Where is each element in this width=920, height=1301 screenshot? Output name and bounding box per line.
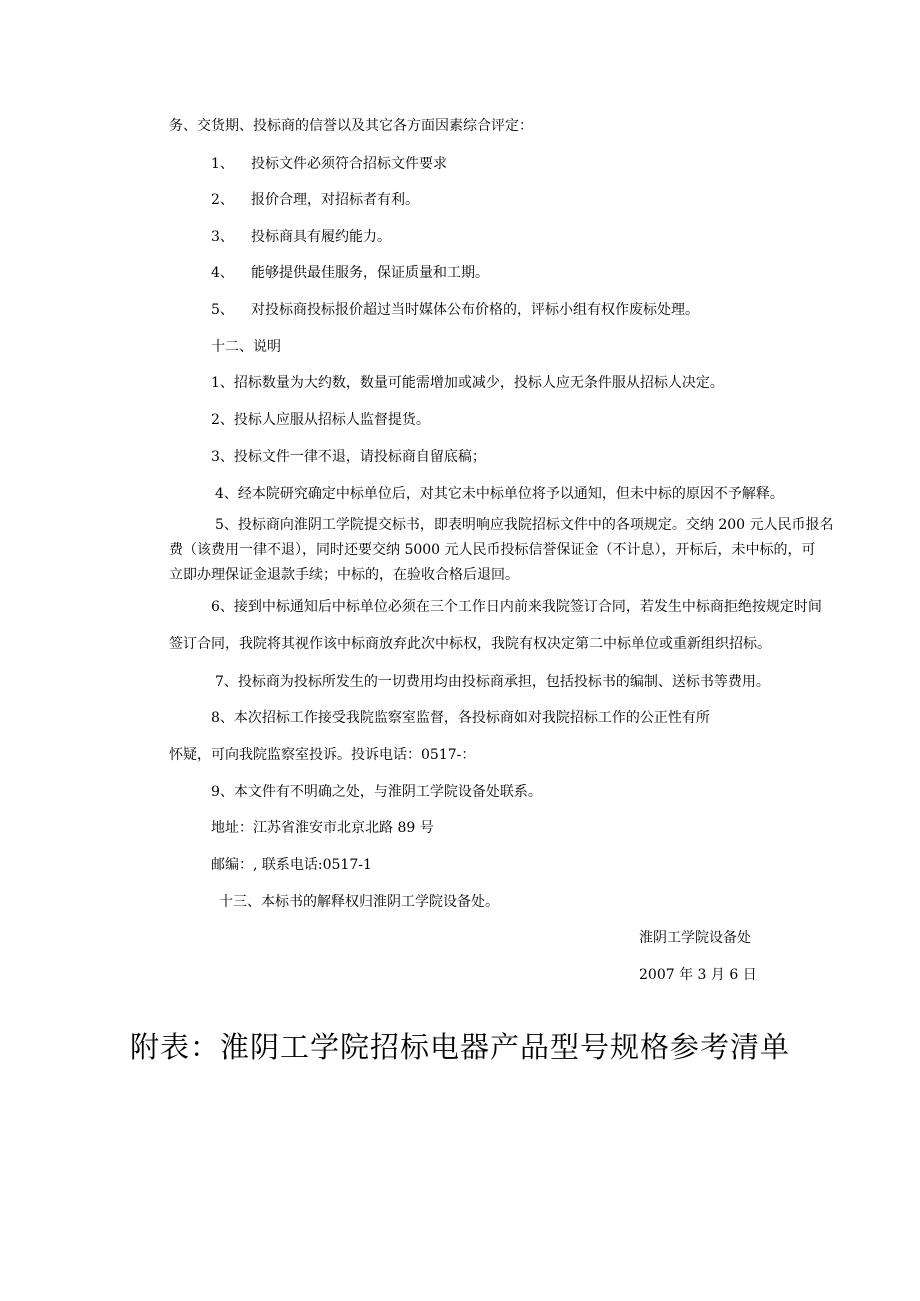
criteria-text: 报价合理，对招标者有利。 xyxy=(251,192,419,208)
note-item-7: 7、投标商为投标所发生的一切费用均由投标商承担，包括投标书的编制、送标书等费用。 xyxy=(215,674,770,690)
criteria-item-2 xyxy=(211,190,419,210)
note-item-4: 4、经本院研究确定中标单位后，对其它未中标单位将予以通知，但未中标的原因不予解释。 xyxy=(215,486,784,502)
criteria-number: 3、 xyxy=(211,229,234,245)
postcode-phone-line: 邮编：, 联系电话:0517-1 xyxy=(211,857,372,873)
criteria-text: 能够提供最佳服务，保证质量和工期。 xyxy=(251,265,489,281)
criteria-number: 4、 xyxy=(211,265,234,281)
signature-date: 2007 年 3 月 6 日 xyxy=(639,967,757,983)
note-item-5-line-1: 5、投标商向淮阴工学院提交标书，即表明响应我院招标文件中的各项规定。交纳 200 元人民币报名 xyxy=(215,517,834,533)
criteria-text: 对投标商投标报价超过当时媒体公布价格的，评标小组有权作废标处理。 xyxy=(251,302,699,318)
note-item-3: 3、投标文件一律不退，请投标商自留底稿； xyxy=(211,449,486,465)
criteria-text: 投标商具有履约能力。 xyxy=(251,229,391,245)
intro-text: 务、交货期、投标商的信誉以及其它各方面因素综合评定： xyxy=(169,118,533,134)
note-item-2: 2、投标人应服从招标人监督提货。 xyxy=(211,412,430,428)
note-item-1: 1、招标数量为大约数，数量可能需增加或减少，投标人应无条件服从招标人决定。 xyxy=(211,375,724,391)
criteria-number: 1、 xyxy=(211,156,234,172)
criteria-item-1 xyxy=(211,154,447,174)
note-item-5-line-2: 费（该费用一律不退），同时还要交纳 5000 元人民币投标信誉保证金（不计息），开标后，未中标的，可 xyxy=(169,542,816,558)
address-line: 地址：江苏省淮安市北京北路 89 号 xyxy=(211,820,434,836)
note-item-9: 9、本文件有不明确之处，与淮阴工学院设备处联系。 xyxy=(211,784,542,800)
note-item-8-line-1: 8、本次招标工作接受我院监察室监督，各投标商如对我院招标工作的公正性有所 xyxy=(211,710,710,726)
criteria-item-4 xyxy=(211,263,489,283)
section-12-heading: 十二、说明 xyxy=(211,339,281,355)
appendix-title: 附表：淮阴工学院招标电器产品型号规格参考清单 xyxy=(129,1030,790,1064)
criteria-number: 5、 xyxy=(211,302,234,318)
criteria-item-3 xyxy=(211,227,391,247)
section-13-text: 十三、本标书的解释权归淮阴工学院设备处。 xyxy=(219,894,499,910)
criteria-number: 2、 xyxy=(211,192,234,208)
note-item-6-line-2: 签订合同，我院将其视作该中标商放弃此次中标权，我院有权决定第二中标单位或重新组织招标。 xyxy=(169,636,771,652)
signature-org: 淮阴工学院设备处 xyxy=(639,930,751,946)
note-item-8-line-2: 怀疑，可向我院监察室投诉。投诉电话：0517-： xyxy=(169,747,476,763)
criteria-text: 投标文件必须符合招标文件要求 xyxy=(251,156,447,172)
criteria-item-5 xyxy=(211,300,699,320)
note-item-5-line-3: 立即办理保证金退款手续；中标的，在验收合格后退回。 xyxy=(169,567,519,583)
note-item-6-line-1: 6、接到中标通知后中标单位必须在三个工作日内前来我院签订合同，若发生中标商拒绝按规定时间 xyxy=(211,599,822,615)
